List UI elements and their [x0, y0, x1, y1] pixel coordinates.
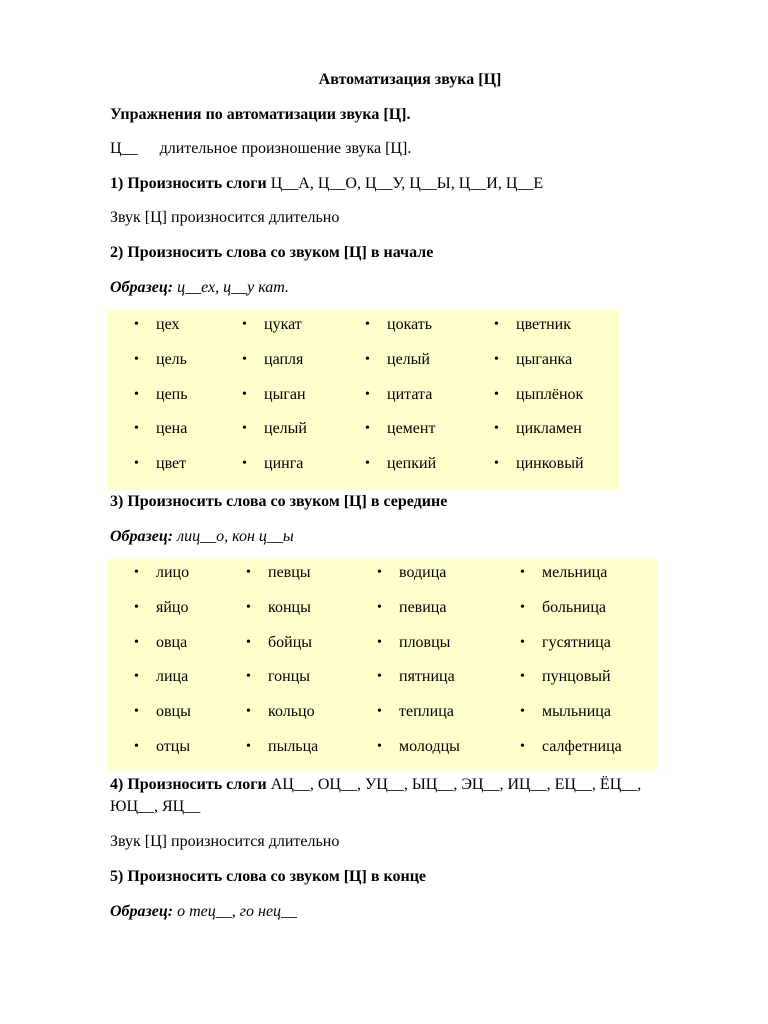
- bullet-icon: •: [242, 456, 247, 471]
- sample-label: Образец:: [110, 279, 174, 296]
- bullet-icon: •: [494, 456, 499, 471]
- word-item: цена: [156, 420, 188, 438]
- bullet-icon: •: [377, 565, 382, 580]
- exercise-4-syllables-cont: ЮЦ__, ЯЦ__: [110, 798, 201, 815]
- word-item: целый: [264, 420, 307, 438]
- bullet-icon: •: [494, 421, 499, 437]
- word-item: водица: [399, 564, 447, 581]
- bullet-icon: •: [134, 634, 139, 650]
- word-item: цыганка: [516, 350, 573, 368]
- exercise-2-heading: 2) Произносить слова со звуком [Ц] в начале: [110, 244, 434, 261]
- bullet-icon: •: [246, 704, 251, 719]
- bullet-icon: •: [520, 634, 525, 650]
- exercise-1: [110, 174, 543, 194]
- bullet-icon: •: [246, 738, 251, 754]
- intro-text: длительное произношение звука [Ц].: [159, 140, 412, 157]
- word-item: мельница: [542, 564, 608, 581]
- bullet-icon: •: [134, 351, 139, 367]
- sample-text: о тец__, го нец__: [177, 903, 298, 920]
- sample-label: Образец:: [110, 903, 174, 920]
- word-item: цепь: [156, 385, 188, 403]
- bullet-icon: •: [242, 421, 247, 437]
- word-item: кольцо: [268, 703, 315, 720]
- exercise-4-syllables: АЦ__, ОЦ__, УЦ__, ЫЦ__, ЭЦ__, ИЦ__, ЕЦ__, ЁЦ__,: [270, 776, 642, 793]
- word-item: пыльца: [268, 737, 319, 755]
- bullet-icon: •: [494, 351, 499, 367]
- bullet-icon: •: [134, 704, 139, 719]
- word-item: цыган: [264, 385, 306, 403]
- word-item: гонцы: [268, 668, 311, 686]
- exercise-5-sample: [110, 902, 297, 922]
- word-item: пятница: [399, 668, 455, 686]
- bullet-icon: •: [134, 599, 139, 615]
- exercise-3-heading: 3) Произносить слова со звуком [Ц] в середине: [110, 493, 448, 510]
- bullet-icon: •: [494, 386, 499, 402]
- bullet-icon: •: [246, 565, 251, 580]
- bullet-icon: •: [246, 634, 251, 650]
- word-item: концы: [268, 598, 311, 616]
- bullet-icon: •: [377, 669, 382, 685]
- bullet-icon: •: [520, 738, 525, 754]
- word-item: певцы: [268, 564, 311, 581]
- word-item: овцы: [156, 703, 191, 720]
- word-item: гусятница: [542, 633, 611, 651]
- word-item: яйцо: [156, 598, 189, 616]
- word-item: цукат: [264, 316, 302, 333]
- bullet-icon: •: [134, 738, 139, 754]
- bullet-icon: •: [365, 351, 370, 367]
- bullet-icon: •: [365, 317, 370, 332]
- word-item: отцы: [156, 737, 191, 755]
- intro-line: [110, 139, 411, 159]
- word-item: цепкий: [387, 455, 437, 472]
- note-1: Звук [Ц] произносится длительно: [110, 209, 340, 226]
- word-item: больница: [542, 598, 606, 616]
- word-item: цикламен: [516, 420, 582, 438]
- bullet-icon: •: [365, 421, 370, 437]
- word-item: цыплёнок: [516, 385, 584, 403]
- word-item: цветник: [516, 316, 572, 333]
- word-item: цемент: [387, 420, 436, 438]
- sample-label: Образец:: [110, 528, 174, 545]
- word-item: целый: [387, 350, 430, 368]
- word-item: пловцы: [399, 633, 451, 651]
- bullet-icon: •: [246, 669, 251, 685]
- exercise-4: [110, 775, 641, 795]
- word-item: овца: [156, 633, 188, 651]
- word-item: цокать: [387, 316, 433, 333]
- word-item: цель: [156, 350, 187, 368]
- exercise-2-sample: [110, 278, 289, 298]
- sample-text: лиц__о, кон ц__ы: [177, 528, 294, 545]
- word-item: цех: [156, 316, 180, 333]
- bullet-icon: •: [494, 317, 499, 332]
- word-item: молодцы: [399, 737, 460, 755]
- word-item: пунцовый: [542, 668, 611, 686]
- word-item: теплица: [399, 703, 454, 720]
- word-item: цапля: [264, 350, 304, 368]
- exercise-4-label: 4) Произносить слоги: [110, 776, 267, 793]
- bullet-icon: •: [520, 599, 525, 615]
- bullet-icon: •: [377, 704, 382, 719]
- bullet-icon: •: [365, 456, 370, 471]
- note-4: Звук [Ц] произносится длительно: [110, 833, 340, 850]
- bullet-icon: •: [377, 738, 382, 754]
- word-item: мыльница: [542, 703, 611, 720]
- bullet-icon: •: [365, 386, 370, 402]
- bullet-icon: •: [246, 599, 251, 615]
- sample-text: ц__ех, ц__у кат.: [177, 279, 290, 296]
- word-item: бойцы: [268, 633, 313, 651]
- word-item: цинга: [264, 455, 304, 472]
- bullet-icon: •: [242, 351, 247, 367]
- word-item: салфетница: [542, 737, 622, 755]
- bullet-icon: •: [377, 634, 382, 650]
- bullet-icon: •: [520, 704, 525, 719]
- subtitle: Упражнения по автоматизации звука [Ц].: [110, 106, 411, 123]
- exercise-5-heading: 5) Произносить слова со звуком [Ц] в конце: [110, 868, 427, 885]
- bullet-icon: •: [520, 669, 525, 685]
- bullet-icon: •: [242, 317, 247, 332]
- exercise-1-label: 1) Произносить слоги: [110, 175, 267, 192]
- bullet-icon: •: [520, 565, 525, 580]
- bullet-icon: •: [377, 599, 382, 615]
- page-title: Автоматизация звука [Ц]: [318, 71, 502, 88]
- bullet-icon: •: [134, 386, 139, 402]
- bullet-icon: •: [134, 421, 139, 437]
- exercise-3-sample: [110, 527, 294, 547]
- word-item: цитата: [387, 385, 433, 403]
- bullet-icon: •: [134, 565, 139, 580]
- bullet-icon: •: [134, 317, 139, 332]
- word-item: лицо: [156, 564, 190, 581]
- word-item: певица: [399, 598, 447, 616]
- word-item: лица: [156, 668, 189, 686]
- word-item: цвет: [156, 455, 187, 472]
- bullet-icon: •: [134, 456, 139, 471]
- bullet-icon: •: [134, 669, 139, 685]
- word-item: цинковый: [516, 455, 584, 472]
- intro-sound: Ц__: [110, 140, 138, 157]
- bullet-icon: •: [242, 386, 247, 402]
- exercise-1-syllables: Ц__А, Ц__О, Ц__У, Ц__Ы, Ц__И, Ц__Е: [270, 175, 544, 192]
